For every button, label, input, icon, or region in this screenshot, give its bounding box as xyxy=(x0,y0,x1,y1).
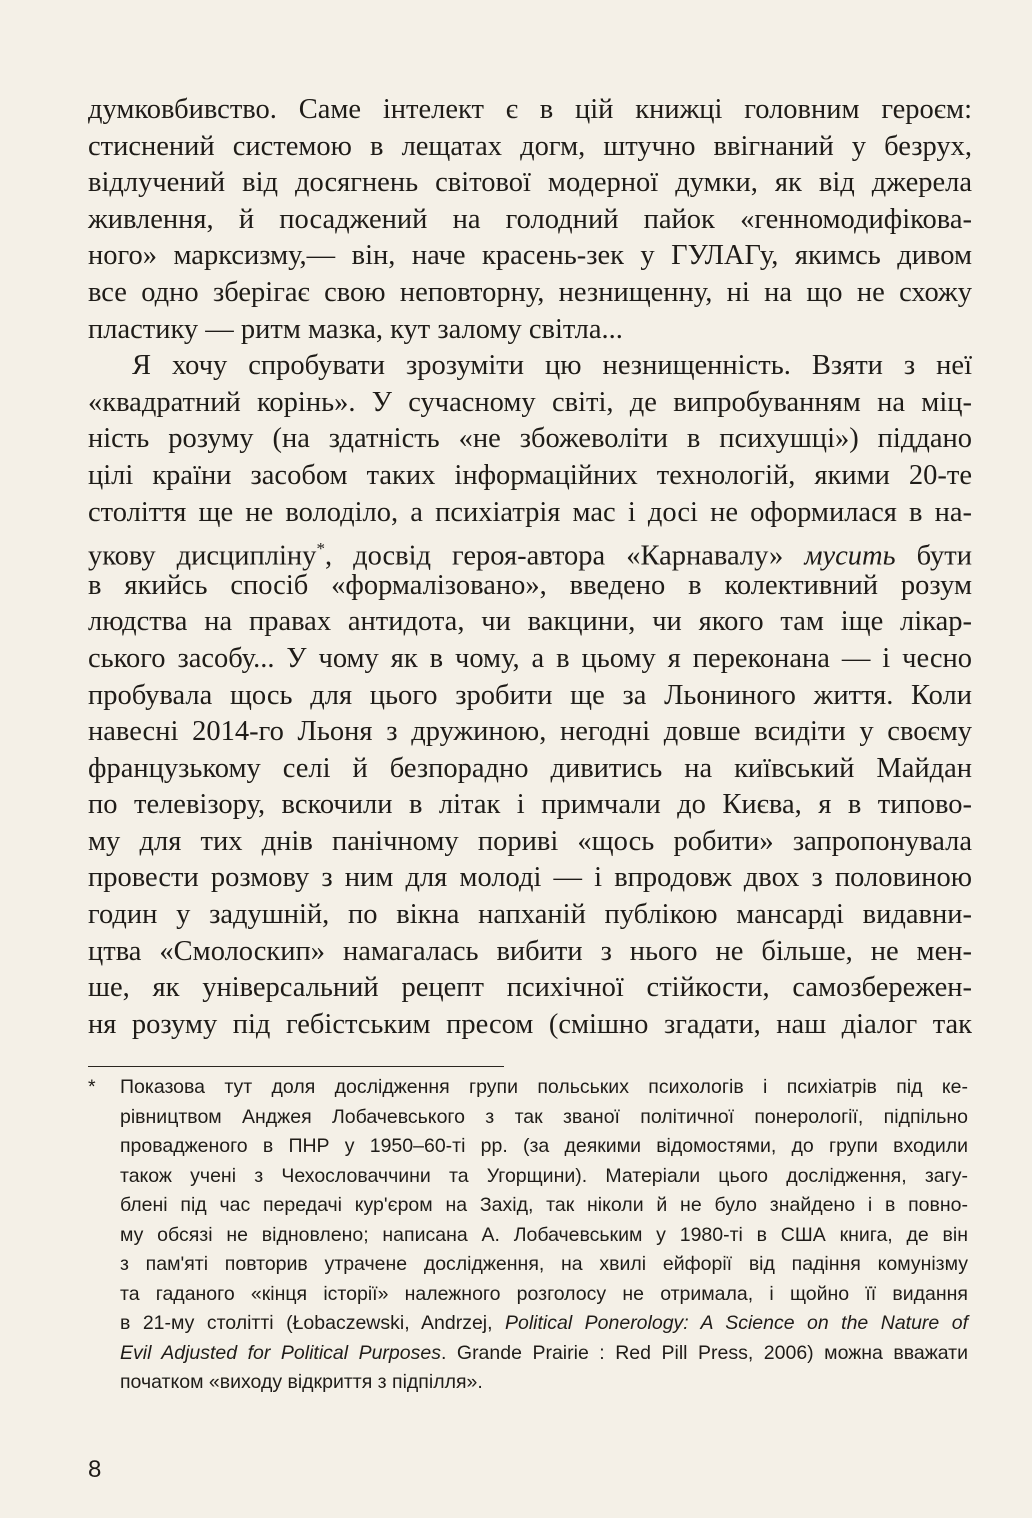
text-line: в якийсь спосіб «формалізовано», введено в колективний розум xyxy=(88,569,972,601)
text-line: «квадратний корінь». У сучасному світі, де випробуванням на міц- xyxy=(88,386,972,418)
text-line: ше, як універсальний рецепт психічної стійкости, самозбережен- xyxy=(88,972,972,1004)
text-line: людства на правах антидота, чи вакцини, чи якого там іще лікар- xyxy=(88,606,972,638)
paragraph-2 xyxy=(88,348,972,1043)
book-title: Political Ponerology: A Science on the Nature of xyxy=(505,1312,968,1334)
footnote-line: провадженого в ПНР у 1950–60-ті рр. (за деякими відомостями, до групи входили xyxy=(120,1135,968,1157)
text-line: століття ще не володіло, а психіатрія мас і досі не оформилася в на- xyxy=(88,496,972,528)
footnote-text xyxy=(120,1073,968,1398)
text-line: все одно зберігає свою неповторну, незнищенну, ні на що не схожу xyxy=(88,276,972,308)
page-number: 8 xyxy=(88,1456,102,1483)
footnote-line: також учені з Чехословаччини та Угорщини). Матеріали цього дослідження, загу- xyxy=(120,1164,968,1187)
paragraph-1 xyxy=(88,92,972,348)
text-line: ність розуму (на здатність «не збожеволіти в психушці») піддано xyxy=(88,423,972,455)
text-line: французькому селі й безпорадно дивитись на київський Майдан xyxy=(88,752,972,784)
emphasis: мусить xyxy=(804,540,896,572)
text-line: провести розмову з ним для молоді — і впродовж двох з половиною xyxy=(88,862,972,894)
text-line: думковбивство. Саме інтелект є в цій книжці головним героєм: xyxy=(88,94,972,125)
footnote-line xyxy=(120,1339,968,1369)
text-fragment: бути xyxy=(895,540,972,572)
text-line: навесні 2014-го Льоня з дружиною, негодні довше всидіти у своєму xyxy=(88,716,972,748)
text-line: стиснений системою в лещатах догм, штучно ввігнаний у безрух, xyxy=(88,130,972,162)
book-title: Adjusted for Political Purposes xyxy=(161,1341,441,1364)
text-line: ського засобу... У чому як в чому, а в цьому я переконана — і чесно xyxy=(88,642,972,674)
footnote-line: Показова тут доля дослідження групи польських психологів і психіатрів під ке- xyxy=(120,1076,968,1098)
text-line: відлучений від досягнень світової модерної думки, як від джерела xyxy=(88,167,972,199)
text-line: ня розуму під гебістським пресом (смішно згадати, наш діалог так xyxy=(88,1008,972,1040)
main-text xyxy=(88,92,972,1043)
text-line: пластику — ритм мазка, кут залому світла... xyxy=(88,313,623,345)
text-line: ного» марксизму,— він, наче красень-зек у ГУЛАГу, якимсь дивом xyxy=(88,240,972,272)
text-fragment: в 21-му столітті (Łobaczewski, Andrzej, xyxy=(120,1312,505,1334)
book-title: Evil xyxy=(120,1341,162,1364)
text-line: живлення, й посаджений на голодний пайок «генномодифікова- xyxy=(88,203,972,235)
footnote-reference[interactable]: * xyxy=(316,539,325,559)
footnote-line: блені під час передачі кур'єром на Захід, так ніколи й не було знайдено і в повно- xyxy=(120,1194,968,1216)
text-fragment: , досвід героя-автора «Карнавалу» xyxy=(324,540,805,572)
footnote-marker: * xyxy=(88,1076,96,1098)
text-line: му для тих днів панічному пориві «щось робити» запропонувала xyxy=(88,825,972,857)
text-line: Я хочу спробувати зрозуміти цю незнищенність. Взяти з неї xyxy=(132,350,972,382)
footnote-line: та гаданого «кінця історії» належного розголосу не отримала, і щойно її видання xyxy=(120,1282,968,1305)
text-line: по телевізору, вскочили в літак і примчали до Києва, я в типово- xyxy=(88,789,972,821)
footnote-line xyxy=(120,1309,968,1339)
footnote-line: рівництвом Анджея Лобачевського з так званої політичної понерології, підпільно xyxy=(120,1105,968,1128)
text-fragment: . Grande Prairie : Red Pill Press, 2006) можна вважати xyxy=(440,1341,969,1364)
text-line-with-footnote xyxy=(88,531,972,572)
text-line: годин у задушній, по вікна напханій публікою мансарді видавни- xyxy=(88,899,972,931)
footnote-line: з пам'яті повторив утрачене дослідження, на хвилі ейфорії від падіння комунізму xyxy=(120,1253,968,1275)
text-line: цтва «Смолоскип» намагалась вибити з нього не більше, не мен- xyxy=(88,935,972,967)
text-line: пробувала щось для цього зробити ще за Льониного життя. Коли xyxy=(88,679,972,711)
footnote-line: початком «виходу відкриття з підпілля». xyxy=(120,1371,483,1393)
text-fragment: укову дисципліну xyxy=(88,540,317,572)
footnote-divider xyxy=(88,1066,504,1067)
text-line: цілі країни засобом таких інформаційних технологій, якими 20-те xyxy=(88,459,972,491)
footnote-line: му обсязі не відновлено; написана А. Лобачевським у 1980-ті в США книга, де він xyxy=(120,1223,968,1246)
